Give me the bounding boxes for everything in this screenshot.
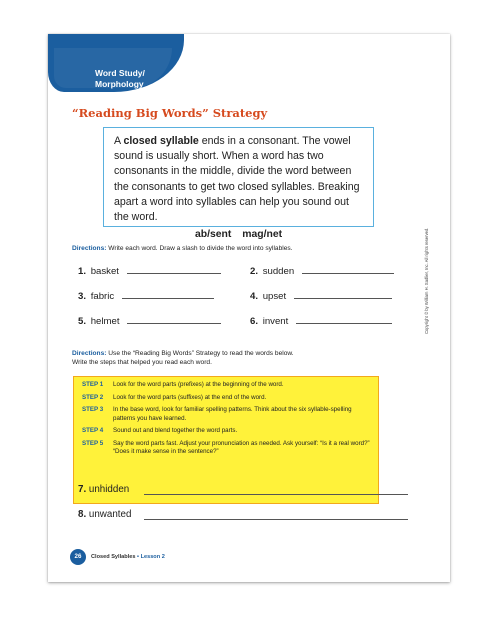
step-text: Say the word parts fast. Adjust your pronunciation as needed. Ask yourself: “Is it a real word?” “Does it make sense in the sentence?” — [113, 439, 370, 455]
answer-line[interactable] — [122, 297, 214, 299]
directions-2 — [72, 349, 294, 367]
strategy-step — [82, 427, 370, 436]
item-number: 6. — [250, 316, 259, 327]
copyright-notice: Copyright © by William H. Sadlier, Inc. All rights reserved. — [424, 227, 429, 334]
item-word: invent — [262, 316, 289, 327]
info-paragraph — [114, 134, 363, 225]
answer-line[interactable] — [144, 518, 408, 520]
answer-line[interactable] — [127, 322, 221, 324]
exercise-item — [250, 266, 394, 277]
exercise-item — [78, 291, 214, 302]
worksheet-page — [48, 34, 450, 582]
exercise-item — [78, 266, 221, 277]
section-tab — [48, 34, 184, 92]
item-word: fabric — [90, 291, 115, 302]
step-text: In the base word, look for familiar spelling patterns. Think about the six syllable-spelling patterns you have learned. — [113, 406, 352, 422]
answer-line[interactable] — [144, 493, 408, 495]
strategy-step — [82, 406, 370, 423]
footer-topic: Closed Syllables — [91, 554, 136, 560]
strategy-step — [82, 394, 370, 403]
example-word: ab/sent — [194, 229, 232, 241]
write-item — [78, 509, 418, 520]
item-word: helmet — [90, 316, 120, 327]
item-number: 5. — [78, 316, 87, 327]
example-word: mag/net — [242, 229, 283, 241]
item-word: sudden — [262, 266, 295, 277]
answer-line[interactable] — [296, 322, 392, 324]
step-label: STEP 1 — [82, 381, 104, 388]
strategy-step — [82, 381, 370, 390]
item-number: 1. — [78, 266, 87, 277]
answer-line[interactable] — [127, 272, 221, 274]
step-text: Look for the word parts (prefixes) at the beginning of the word. — [113, 381, 284, 388]
footer-text — [91, 554, 165, 560]
item-word: basket — [90, 266, 119, 277]
directions-1 — [72, 244, 293, 253]
step-label: STEP 3 — [82, 406, 104, 413]
item-number: 4. — [250, 291, 259, 302]
item-word: unwanted — [88, 509, 132, 520]
step-label: STEP 4 — [82, 427, 104, 434]
info-examples — [114, 227, 363, 242]
answer-line[interactable] — [294, 297, 392, 299]
strategy-info-box — [103, 127, 374, 241]
item-number: 7. — [78, 484, 87, 495]
tab-label-line1: Word Study/ — [95, 68, 145, 78]
directions-text: Write each word. Draw a slash to divide the word into syllables. — [106, 245, 293, 252]
write-item — [78, 484, 418, 495]
footer-bullet: • — [137, 554, 139, 560]
item-word: upset — [262, 291, 287, 302]
directions-label: Directions: — [72, 245, 107, 252]
footer-lesson: Lesson 2 — [140, 554, 165, 560]
directions-text-line2: Write the steps that helped you read each word. — [72, 359, 212, 366]
item-number: 2. — [250, 266, 259, 277]
exercise-item — [250, 291, 392, 302]
exercise-item — [78, 316, 221, 327]
tab-label-line2: Morphology — [95, 79, 144, 89]
step-text: Look for the word parts (suffixes) at the end of the word. — [113, 393, 267, 401]
page-title: “Reading Big Words” Strategy — [72, 106, 268, 120]
item-number: 8. — [78, 509, 87, 520]
info-rest: ends in a consonant. The vowel sound is usually short. When a word has two consonants in the middle, divide the word between the consonants to get two closed syllables. Breaking apart a word into syllables can help you sound out the word. — [114, 135, 360, 224]
step-text: Sound out and blend together the word parts. — [113, 427, 238, 434]
info-term: closed syllable — [123, 135, 199, 147]
directions-text: Use the “Reading Big Words” Strategy to read the words below. — [106, 350, 294, 357]
item-word: unhidden — [88, 484, 130, 495]
directions-label: Directions: — [72, 350, 107, 357]
info-lead: A — [114, 135, 124, 147]
strategy-step — [82, 440, 370, 457]
step-label: STEP 2 — [82, 393, 104, 401]
answer-line[interactable] — [302, 272, 394, 274]
step-label: STEP 5 — [82, 439, 104, 447]
item-number: 3. — [78, 291, 87, 302]
page-number-badge: 26 — [70, 549, 86, 565]
exercise-item — [250, 316, 392, 327]
